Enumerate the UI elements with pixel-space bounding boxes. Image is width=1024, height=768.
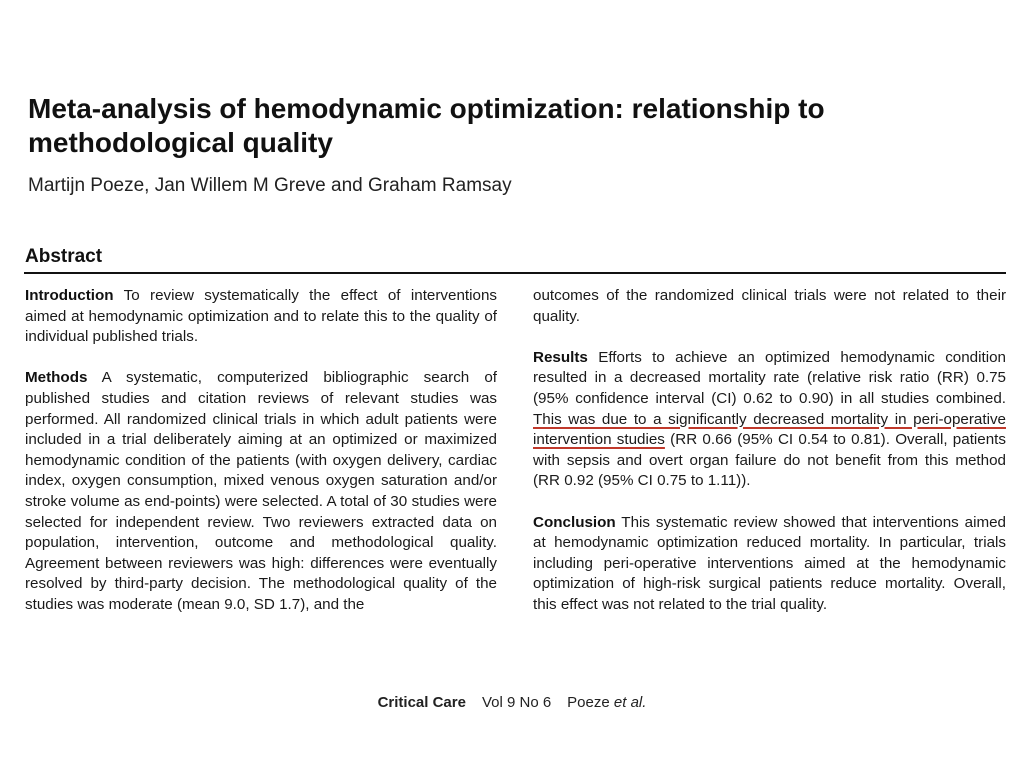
introduction-text: To review systematically the effect of interventions aimed at hemodynamic optimization and to relate this to the quality of individual published trials. [25,287,497,346]
page-footer [0,693,1024,713]
paper-title: Meta-analysis of hemodynamic optimization: relationship to methodological quality [28,93,825,158]
conclusion-paragraph [533,513,1006,616]
conclusion-text: This systematic review showed that interventions aimed at hemodynamic optimization reduced mortality. In particular, trials including peri-operative interventions aimed at the hemodynamic optimization of high-risk surgical patients reduce mortality. Overall, this effect was not related to the trial quality. [533,513,1006,613]
results-highlighted-text: This was due to a significantly decreased mortality in peri-operative intervention studies [533,410,1006,449]
methods-paragraph [25,368,497,615]
footer-etal: et al. [613,694,647,711]
methods-text: A systematic, computerized bibliographic search of published studies and citation reviews of relevant studies was performed. All randomized clinical trials in which adult patients were included in a trial deliberately aiming at an optimized or maximized hemodynamic condition of the patients (with oxygen delivery, cardiac index, oxygen consumption, mixed venous oxygen saturation and/or stroke volume as end-points) were selected. A total of 30 studies were selected for independent review. Two reviewers extracted data on population, intervention, outcome and methodological quality. Agreement between reviewers was high: differences were eventually resolved by third-party decision. The methodological quality of the studies was moderate (mean 9.0, SD 1.7), and the [25,369,497,613]
results-label: Results [533,348,588,366]
conclusion-label: Conclusion [533,513,616,531]
results-text-before: Efforts to achieve an optimized hemodynamic condition resulted in a decreased mortality rate (relative risk ratio (RR) 0.75 (95% confidence interval (CI) 0.62 to 0.90) in all studies combined. [533,348,1006,407]
abstract-right-column [533,286,1006,636]
abstract-divider [24,272,1006,274]
footer-author: Poeze [567,694,610,711]
methods-continuation: outcomes of the randomized clinical trials were not related to their quality. [533,287,1006,325]
author-list: Martijn Poeze, Jan Willem M Greve and Graham Ramsay [28,175,512,196]
results-paragraph [533,348,1006,492]
abstract-left-column [25,286,497,636]
abstract-heading: Abstract [25,246,103,267]
footer-volume: Vol 9 No 6 [481,694,552,711]
footer-journal: Critical Care [377,694,466,711]
introduction-paragraph [25,286,497,348]
results-text-after: (RR 0.66 (95% CI 0.54 to 0.81). Overall, patients with sepsis and overt organ failure do not benefit from this method (RR 0.92 (95% CI 0.75 to 1.11)). [533,431,1006,490]
introduction-label: Introduction [25,287,114,304]
methods-label: Methods [25,369,88,387]
